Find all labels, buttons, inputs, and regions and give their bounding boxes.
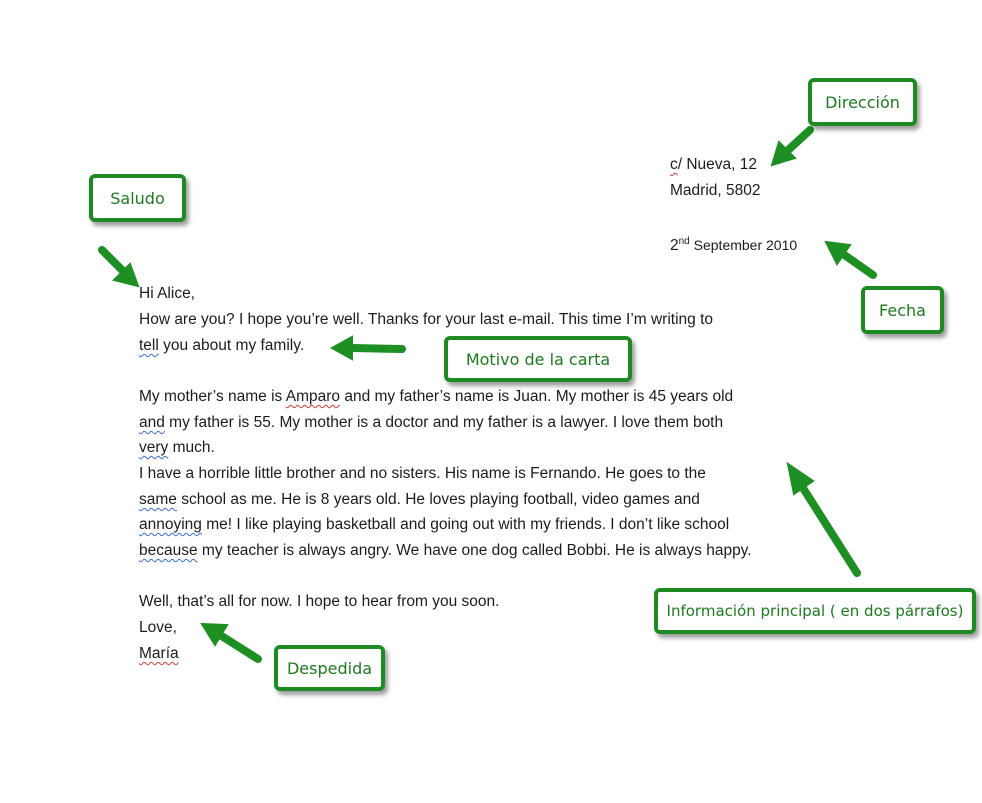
letter-paragraph-1-line-2: and my father is 55. My mother is a doctor and my father is a lawyer. I love them both bbox=[139, 414, 724, 431]
callout-despedida: Despedida bbox=[274, 645, 385, 691]
letter-paragraph-1-line-1: My mother’s name is Amparo and my father’s name is Juan. My mother is 45 years old bbox=[139, 388, 734, 405]
letter-signature: María bbox=[139, 645, 179, 662]
callout-motivo: Motivo de la carta bbox=[444, 336, 632, 382]
letter-greeting: Hi Alice, bbox=[139, 285, 195, 302]
letter-date: 2nd September 2010 bbox=[670, 236, 798, 255]
arrow-motivo-head-icon bbox=[332, 337, 352, 359]
letter-paragraph-2-line-1: I have a horrible little brother and no sisters. His name is Fernando. He goes to the bbox=[139, 465, 706, 482]
address-line-1: c/ Nueva, 12 bbox=[670, 156, 758, 173]
arrow-informacion-icon bbox=[803, 488, 857, 573]
arrow-motivo-icon bbox=[352, 348, 402, 349]
letter-paragraph-2-line-2: same school as me. He is 8 years old. He loves playing football, video games and bbox=[139, 491, 700, 508]
callout-saludo: Saludo bbox=[89, 174, 186, 222]
letter-paragraph-2-line-3: annoying me! I like playing basketball and going out with my friends. I don’t like school bbox=[139, 516, 730, 533]
letter-signoff: Love, bbox=[139, 619, 177, 636]
letter-closing-line: Well, that’s all for now. I hope to hear from you soon. bbox=[139, 593, 500, 610]
letter-paragraph-1-line-3: very much. bbox=[139, 439, 215, 456]
callout-informacion-principal: Información principal ( en dos párrafos) bbox=[654, 588, 976, 634]
arrow-informacion-head-icon bbox=[788, 464, 813, 494]
callout-fecha: Fecha bbox=[861, 286, 944, 334]
letter-intro-line-1: How are you? I hope you’re well. Thanks for your last e-mail. This time I’m writing to bbox=[139, 311, 714, 328]
letter-intro-line-2: tell you about my family. bbox=[139, 337, 305, 354]
arrow-saludo-icon bbox=[102, 250, 124, 272]
arrow-fecha-icon bbox=[843, 254, 873, 275]
address-line-2: Madrid, 5802 bbox=[670, 182, 761, 199]
letter-paragraph-2-line-4: because my teacher is always angry. We have one dog called Bobbi. He is always happy. bbox=[139, 542, 752, 559]
arrow-despedida-icon bbox=[220, 635, 258, 659]
arrow-direccion-icon bbox=[786, 130, 810, 152]
callout-direccion: Dirección bbox=[808, 78, 917, 126]
